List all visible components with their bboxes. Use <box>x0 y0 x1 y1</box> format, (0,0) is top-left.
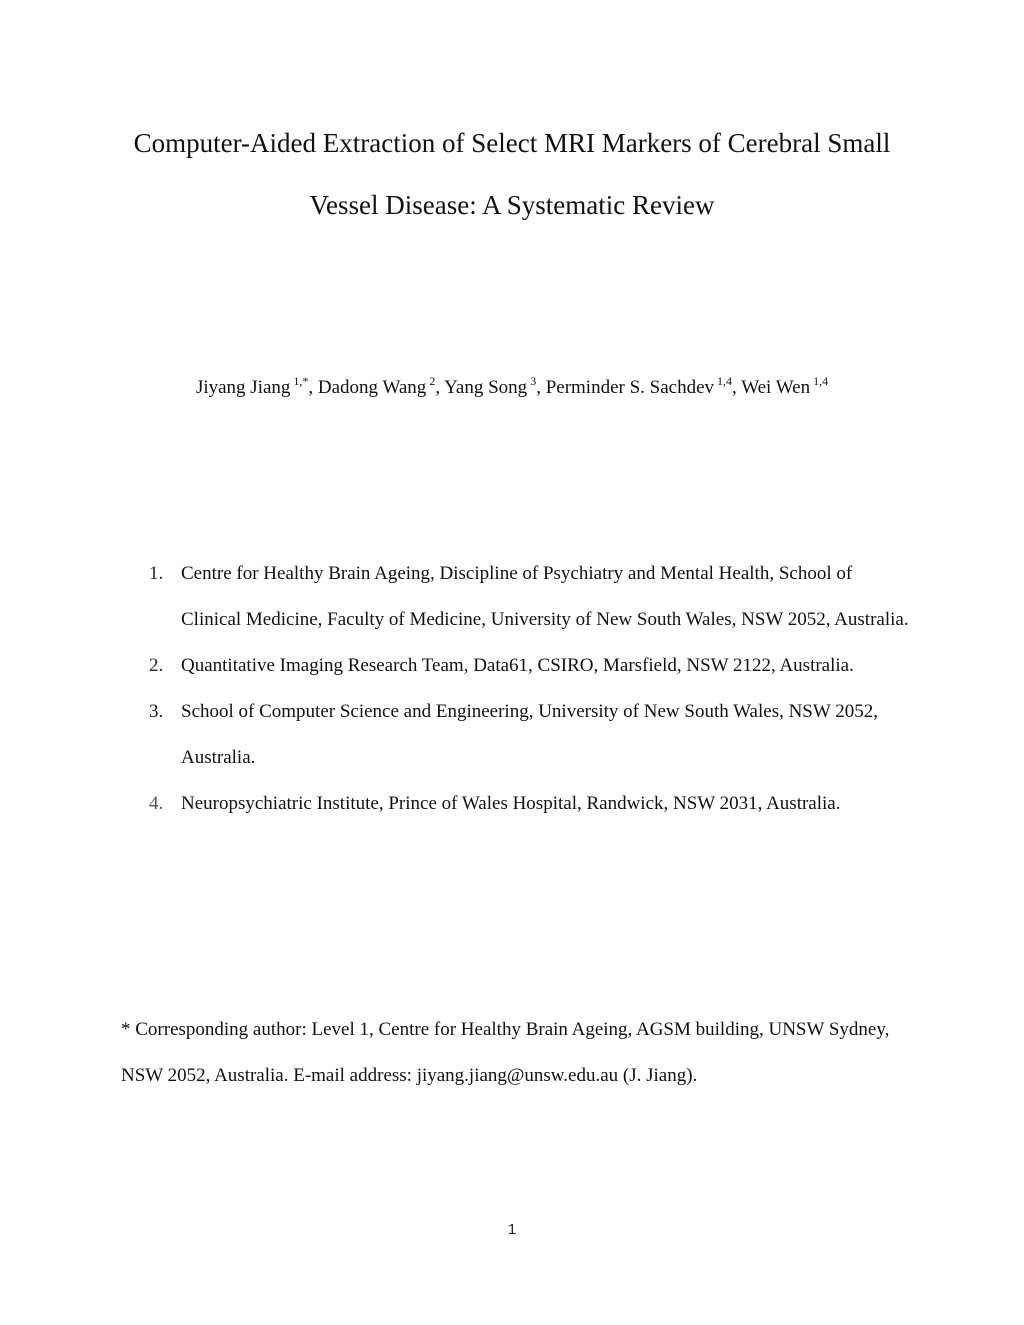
author-affiliation-marker: 1,4 <box>717 374 733 388</box>
title-line-2: Vessel Disease: A Systematic Review <box>309 190 715 220</box>
author: Wei Wen $^{1,4}$ <box>741 374 829 398</box>
affiliation-text: Neuropsychiatric Institute, Prince of Wales Hospital, Randwick, NSW 2031, Australia. <box>181 793 841 814</box>
author: Perminder S. Sachdev $^{1,4}$, <box>545 374 742 398</box>
paper-title <box>0 112 1024 236</box>
affiliation-item <box>140 643 910 689</box>
page-number: 1 <box>507 1221 517 1238</box>
affiliation-number: 2. <box>149 655 164 676</box>
affiliation-number: 3. <box>149 701 164 722</box>
affiliation-number: 1. <box>149 563 164 584</box>
affiliation-item <box>140 781 910 827</box>
author: Jiyang Jiang $^{1,*}$, <box>195 374 318 398</box>
author-list <box>0 374 1024 403</box>
author-affiliation-marker: 1,* <box>293 374 309 388</box>
author-affiliation-marker: 3 <box>530 374 537 388</box>
title-line-1: Computer-Aided Extraction of Select MRI Markers of Cerebral Small <box>133 128 891 158</box>
affiliation-text: Quantitative Imaging Research Team, Data61, CSIRO, Marsfield, NSW 2122, Australia. <box>181 655 854 676</box>
author: Yang Song $^3$, <box>444 374 546 398</box>
affiliation-number: 4. <box>149 793 164 814</box>
affiliation-item <box>140 551 910 643</box>
author-affiliation-marker: 2 <box>429 374 436 388</box>
affiliation-list <box>140 551 910 827</box>
author-affiliation-marker: 1,4 <box>813 374 829 388</box>
author: Dadong Wang $^2$, <box>317 374 445 398</box>
affiliation-text: Centre for Healthy Brain Ageing, Discipline of Psychiatry and Mental Health, School of Clinical Medicine, Faculty of Medicine, University of New South Wales, NSW 2052, Australia. <box>181 563 909 630</box>
corresponding-author-note: * Corresponding author: Level 1, Centre for Healthy Brain Ageing, AGSM building, UNSW Sydney, NSW 2052, Australia. E-mail address: jiyang.jiang@unsw.edu.au (J. Jiang). <box>121 1019 890 1086</box>
affiliation-item <box>140 689 910 781</box>
affiliation-text: School of Computer Science and Engineering, University of New South Wales, NSW 2052, Australia. <box>181 701 878 768</box>
